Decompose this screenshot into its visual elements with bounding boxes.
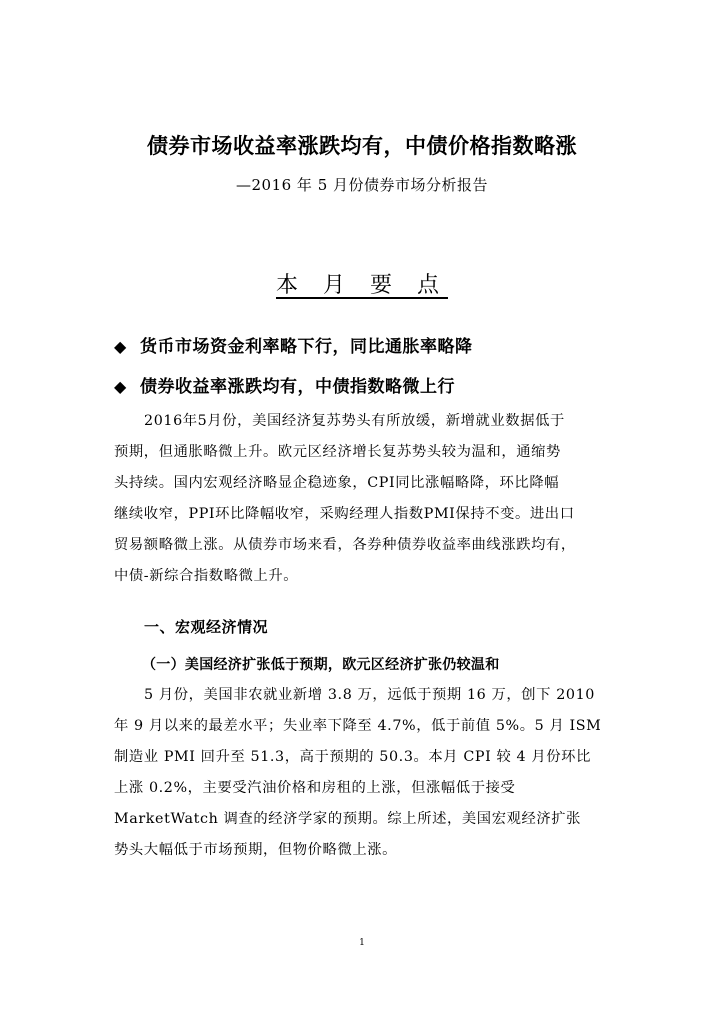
paragraph-line: 5 月份，美国非农就业新增 3.8 万，远低于预期 16 万，创下 2010 [144, 687, 596, 703]
key-point-1 [114, 332, 473, 357]
paragraph-line: 贸易额略微上涨。从债券市场来看，各券种债券收益率曲线涨跌均有， [114, 537, 576, 553]
report-title: 债券市场收益率涨跌均有，中债价格指数略涨 [147, 134, 577, 158]
key-point-2-text: 债券收益率涨跌均有，中债指数略微上行 [140, 377, 455, 397]
key-point-1-text: 货币市场资金利率略下行，同比通胀率略降 [140, 337, 473, 357]
section-heading-text: 本 月 要 点 [276, 273, 448, 298]
us-eurozone-subheading: （一）美国经济扩张低于预期，欧元区经济扩张仍较温和 [142, 657, 500, 673]
paragraph-line: 上涨 0.2%，主要受汽油价格和房租的上涨，但涨幅低于接受 [114, 780, 516, 796]
section-heading [0, 268, 724, 299]
paragraph-line: 中债-新综合指数略微上升。 [114, 568, 299, 584]
paragraph-line: 继续收窄，PPI环比降幅收窄，采购经理人指数PMI保持不变。进出口 [114, 506, 575, 522]
page-number: 1 [359, 938, 365, 948]
diamond-bullet-icon: ◆ [114, 377, 127, 396]
paragraph-line: 2016年5月份，美国经济复苏势头有所放缓，新增就业数据低于 [144, 413, 565, 429]
paragraph-line: 制造业 PMI 回升至 51.3，高于预期的 50.3。本月 CPI 较 4 月份环比 [114, 749, 591, 765]
paragraph-line: 年 9 月以来的最差水平；失业率下降至 4.7%，低于前值 5%。5 月 ISM [114, 718, 602, 734]
diamond-bullet-icon: ◆ [114, 337, 127, 356]
us-economy-paragraph [114, 680, 616, 866]
paragraph-line: MarketWatch 调查的经济学家的预期。综上所述，美国宏观经济扩张 [114, 811, 582, 827]
summary-paragraph [114, 406, 616, 592]
paragraph-line: 势头大幅低于市场预期，但物价略微上涨。 [114, 842, 398, 858]
paragraph-line: 头持续。国内宏观经济略显企稳迹象，CPI同比涨幅略降，环比降幅 [114, 475, 560, 491]
key-point-2 [114, 372, 455, 397]
report-subtitle: —2016 年 5 月份债券市场分析报告 [235, 176, 489, 194]
paragraph-line: 预期，但通胀略微上升。欧元区经济增长复苏势头较为温和，通缩势 [114, 444, 561, 460]
macro-economy-heading: 一、宏观经济情况 [144, 618, 269, 636]
